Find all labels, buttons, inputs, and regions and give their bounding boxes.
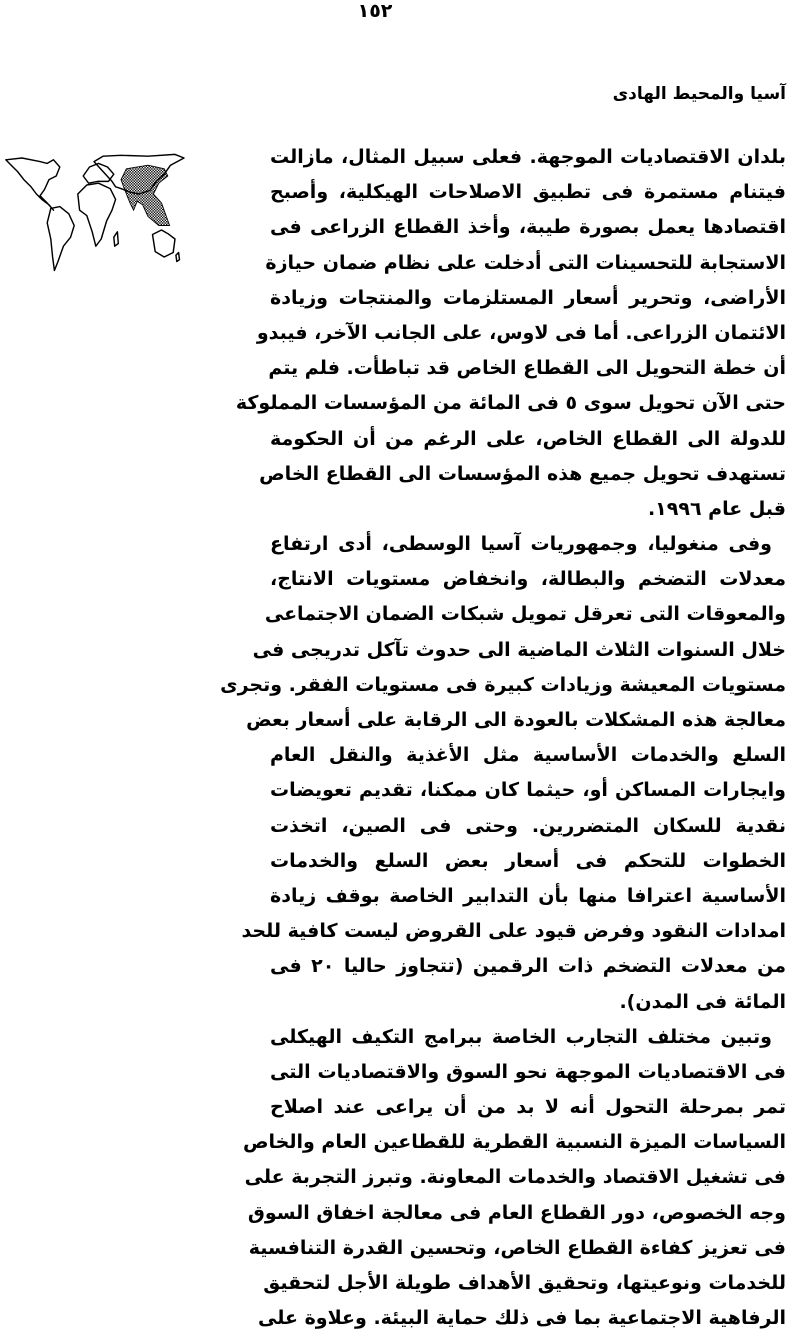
page-number: ١٥٢ [357, 0, 393, 22]
text-line: قبل عام ١٩٩٦. [647, 497, 786, 520]
text-line: تستهدف تحويل جميع هذه المؤسسات الى القطاع الخاص [259, 462, 786, 485]
text-line: السلع والخدمات الأساسية مثل الأغذية والنقل العام [270, 744, 786, 767]
text-line: بلدان الاقتصاديات الموجهة. فعلى سبيل المثال، مازالت [270, 146, 786, 168]
text-line: مستويات المعيشة وزيادات كبيرة فى مستويات الفقر. وتجرى [220, 673, 786, 696]
text-line: تمر بمرحلة التحول أنه لا بد من أن يراعى عند اصلاح [270, 1096, 786, 1119]
text-line: اقتصادها يعمل بصورة طيبة، وأخذ القطاع الزراعى فى [270, 216, 786, 239]
text-line: وفى منغوليا، وجمهوريات آسيا الوسطى، أدى ارتفاع [270, 533, 772, 556]
text-line: خلال السنوات الثلاث الماضية الى حدوث تآكل تدريجى فى [252, 638, 786, 661]
text-line: وتبين مختلف التجارب الخاصة ببرامج التكيف الهيكلى [270, 1025, 772, 1048]
text-line: وايجارات المساكن أو، حيثما كان ممكنا، تقديم تعويضات [270, 779, 786, 802]
text-line: الخطوات للتحكم فى أسعار بعض السلع والخدمات [270, 849, 786, 872]
text-line: للدولة الى القطاع الخاص، على الرغم من أن الحكومة [270, 427, 786, 450]
text-line: الأساسية اعترافا منها بأن التدابير الخاصة بوقف زيادة [270, 884, 786, 907]
text-line: حتى الآن تحويل سوى ٥ فى المائة من المؤسسات المملوكة [235, 392, 786, 415]
text-line: المائة فى المدن). [619, 990, 786, 1013]
text-line: وجه الخصوص، دور القطاع العام فى معالجة اخفاق السوق [247, 1201, 786, 1224]
text-line: والمعوقات التى تعرقل تمويل شبكات الضمان الاجتماعى [264, 603, 786, 626]
text-line: الرفاهية الاجتماعية بما فى ذلك حماية البيئة. وعلاوة على [258, 1307, 786, 1330]
text-line: فى تشغيل الاقتصاد والخدمات المعاونة. وتبرز التجربة على [244, 1166, 786, 1189]
text-line: نقدية للسكان المتضررين. وحتى فى الصين، اتخذت [270, 814, 786, 837]
text-line: الاستجابة للتحسينات التى أدخلت على نظام ضمان حيازة [265, 251, 786, 274]
text-line: الائتمان الزراعى. أما فى لاوس، على الجانب الآخر، فيبدو [256, 321, 786, 344]
text-line: للخدمات ونوعيتها، وتحقيق الأهداف طويلة الأجل لتحقيق [263, 1272, 786, 1294]
text-line: معالجة هذه المشكلات بالعودة الى الرقابة على أسعار بعض [246, 709, 786, 731]
text-line: أن خطة التحويل الى القطاع الخاص قد تباطأت. فلم يتم [268, 357, 786, 380]
world-map-icon [0, 140, 215, 275]
text-line: معدلات التضخم والبطالة، وانخفاض مستويات الانتاج، [270, 568, 786, 591]
text-line: فى الاقتصاديات الموجهة نحو السوق والاقتصاديات التى [270, 1060, 786, 1083]
running-header: آسيا والمحيط الهادى [612, 84, 786, 104]
body-text [220, 140, 786, 1336]
text-line: فى تعزيز كفاءة القطاع الخاص، وتحسين القدرة التنافسية [248, 1236, 786, 1259]
text-line: السياسات الميزة النسبية القطرية للقطاعين العام والخاص [242, 1131, 786, 1154]
text-line: من معدلات التضخم ذات الرقمين (تتجاوز حاليا ٢٠ فى [270, 955, 786, 978]
text-line: امدادات النقود وفرض قيود على القروض ليست كافية للحد [241, 920, 786, 943]
text-line: الأراضى، وتحرير أسعار المستلزمات والمنتجات وزيادة [270, 286, 786, 309]
text-line: فيتنام مستمرة فى تطبيق الاصلاحات الهيكلية، وأصبح [270, 181, 786, 204]
